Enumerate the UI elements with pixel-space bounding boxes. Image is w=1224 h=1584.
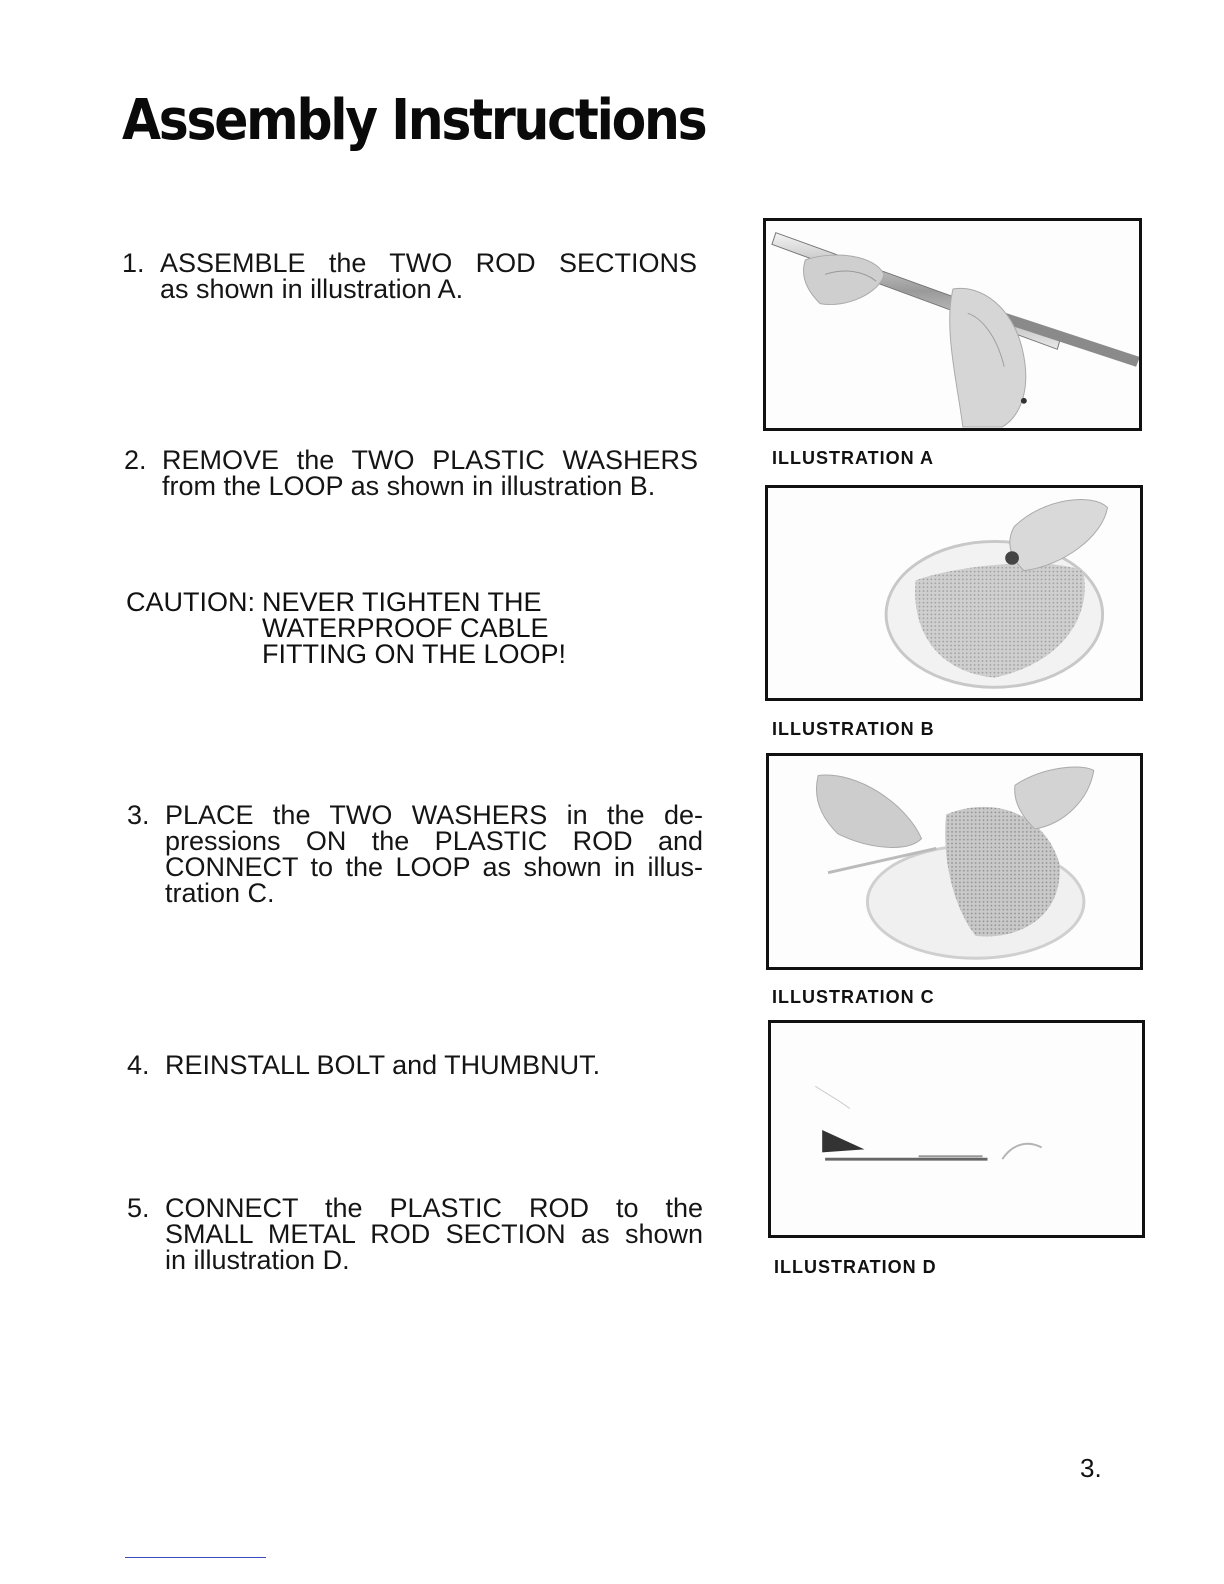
step-line: REINSTALL BOLT and THUMBNUT. bbox=[165, 1050, 601, 1080]
illustration-b bbox=[765, 485, 1143, 701]
step-number: 2. bbox=[124, 445, 147, 475]
step-1 bbox=[122, 250, 697, 302]
step-line: CONNECT to the LOOP as shown in illus- bbox=[165, 852, 703, 882]
footer-rule bbox=[125, 1557, 266, 1558]
step-5 bbox=[127, 1195, 703, 1273]
step-number: 4. bbox=[127, 1050, 150, 1080]
illustration-c bbox=[766, 753, 1143, 970]
illustration-a-caption: ILLUSTRATION A bbox=[772, 448, 934, 468]
caution-line: WATERPROOF CABLE bbox=[262, 613, 549, 643]
step-line: as shown in illustration A. bbox=[160, 274, 464, 304]
step-line: PLACE the TWO WASHERS in the de- bbox=[165, 800, 703, 830]
step-number: 3. bbox=[127, 800, 150, 830]
step-3 bbox=[127, 802, 703, 906]
step-number: 1. bbox=[122, 248, 145, 278]
step-line: from the LOOP as shown in illustration B. bbox=[162, 471, 656, 501]
step-line: tration C. bbox=[165, 878, 275, 908]
caution-label: CAUTION: bbox=[126, 587, 256, 617]
step-number: 5. bbox=[127, 1193, 150, 1223]
step-line: in illustration D. bbox=[165, 1245, 350, 1275]
caution-note bbox=[126, 589, 566, 667]
illustration-a bbox=[763, 218, 1142, 431]
step-line: SMALL METAL ROD SECTION as shown bbox=[165, 1219, 703, 1249]
caution-line: FITTING ON THE LOOP! bbox=[262, 639, 567, 669]
page-number: 3. bbox=[1080, 1453, 1102, 1483]
connect-loop-illustration bbox=[769, 756, 1140, 967]
page-title: Assembly Instructions bbox=[122, 88, 706, 153]
illustration-b-caption: ILLUSTRATION B bbox=[772, 719, 935, 739]
step-line: CONNECT the PLASTIC ROD to the bbox=[165, 1193, 703, 1223]
illustration-c-caption: ILLUSTRATION C bbox=[772, 987, 935, 1007]
plastic-rod-connection-illustration bbox=[771, 1023, 1142, 1235]
step-line: REMOVE the TWO PLASTIC WASHERS bbox=[162, 445, 698, 475]
illustration-d bbox=[768, 1020, 1145, 1238]
rod-assembly-illustration bbox=[766, 221, 1139, 428]
step-4 bbox=[127, 1052, 687, 1078]
step-line: pressions ON the PLASTIC ROD and bbox=[165, 826, 703, 856]
step-line: ASSEMBLE the TWO ROD SECTIONS bbox=[160, 248, 697, 278]
illustration-d-caption: ILLUSTRATION D bbox=[774, 1257, 937, 1277]
caution-line: NEVER TIGHTEN THE bbox=[262, 587, 542, 617]
loop-washer-illustration bbox=[768, 488, 1140, 698]
step-2 bbox=[124, 447, 698, 499]
